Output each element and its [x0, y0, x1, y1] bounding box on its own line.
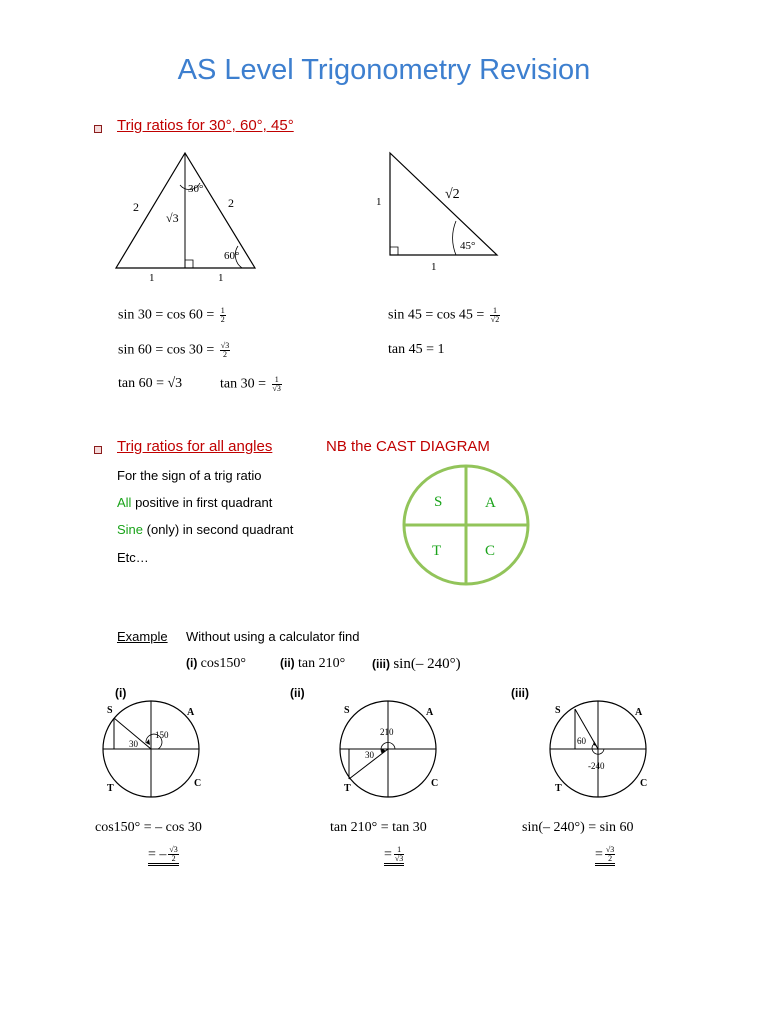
d3-a-label: A	[635, 707, 643, 718]
d2-c-label: C	[431, 778, 439, 789]
cast-diagram-note: NB the CAST DIAGRAM	[326, 438, 490, 455]
answer-3-line-1: sin(– 240°) = sin 60	[522, 820, 634, 835]
d1-a-label: A	[187, 707, 195, 718]
side-vertical-label: 1	[376, 196, 382, 208]
d1-t-label: T	[107, 783, 114, 794]
example-label: Example	[117, 629, 168, 644]
side-left-label: 2	[133, 200, 139, 214]
answer-1-line-1: cos150° = – cos 30	[95, 820, 202, 835]
d1-s-label: S	[107, 705, 113, 716]
answer-2-result: = $\frac{1}{√3}$	[384, 846, 404, 863]
d2-t-label: T	[344, 783, 351, 794]
answer-2-line-1: tan 210° = tan 30	[330, 820, 427, 835]
quadrant-diagram-sin-240	[548, 700, 656, 798]
d2-s-label: S	[344, 705, 350, 716]
sign-rule-text: For the sign of a trig ratio	[117, 468, 262, 483]
cast-c-label: C	[485, 543, 496, 559]
angle-45-label: 45°	[460, 240, 476, 252]
base-right-label: 1	[218, 272, 224, 284]
d1-ref-label: 30	[129, 739, 138, 749]
example-question-1: (i) cos150°	[186, 656, 246, 671]
etc-text: Etc…	[117, 550, 149, 565]
hypotenuse-label: √2	[445, 187, 460, 202]
height-label: √3	[166, 211, 179, 225]
example-instruction: Without using a calculator find	[186, 629, 360, 644]
quadrant-diagram-cos150	[100, 700, 208, 798]
page-title: AS Level Trigonometry Revision	[177, 54, 591, 86]
section-heading-all-angles: Trig ratios for all angles	[117, 438, 273, 455]
answer-1-result: = – $\frac{√3}{2}$	[148, 846, 179, 863]
sine-positive-text: Sine (only) in second quadrant	[117, 522, 294, 537]
angle-bottom-label: 60°	[224, 250, 240, 262]
cast-diagram	[400, 462, 534, 590]
equation-tan30: tan 30 = $\frac{1}{√3}$	[220, 375, 281, 393]
equation-tan60: tan 60 = √3	[118, 376, 183, 391]
base-left-label: 1	[149, 272, 155, 284]
diagram-1-label: (i)	[115, 686, 127, 700]
answer-3-result: = $\frac{√3}{2}$	[595, 846, 615, 863]
d3-c-label: C	[640, 778, 648, 789]
d1-angle-label: 150	[155, 730, 169, 740]
d3-t-label: T	[555, 783, 562, 794]
quadrant-diagram-tan210	[338, 700, 446, 798]
side-right-label: 2	[228, 196, 234, 210]
d2-ref-label: 30	[365, 750, 374, 760]
cast-t-label: T	[432, 543, 442, 559]
d2-a-label: A	[426, 707, 434, 718]
d1-c-label: C	[194, 778, 202, 789]
equation-sin30: sin 30 = cos 60 = $\frac{1}{2}$	[118, 306, 225, 324]
d3-s-label: S	[555, 705, 561, 716]
diagram-2-label: (ii)	[290, 686, 305, 700]
isosceles-right-triangle-diagram	[370, 145, 510, 275]
equation-sin60: sin 60 = cos 30 = $\frac{√3}{2}$	[118, 341, 230, 359]
bullet-icon	[94, 446, 102, 454]
equation-tan45: tan 45 = 1	[388, 342, 445, 357]
all-positive-text: All positive in first quadrant	[117, 495, 273, 510]
side-base-label: 1	[431, 261, 437, 273]
example-question-2: (ii) tan 210°	[280, 656, 346, 671]
d3-ref-label: 60	[577, 736, 586, 746]
diagram-3-label: (iii)	[511, 686, 529, 700]
bullet-icon	[94, 125, 102, 133]
equilateral-triangle-diagram	[100, 145, 270, 285]
section-heading-ratios: Trig ratios for 30°, 60°, 45°	[117, 117, 294, 134]
example-question-3: (iii) sin(– 240°)	[372, 656, 461, 672]
cast-a-label: A	[485, 495, 496, 511]
d2-angle-label: 210	[380, 727, 394, 737]
angle-top-label: 30°	[188, 183, 204, 195]
equation-sin45: sin 45 = cos 45 = $\frac{1}{√2}$	[388, 306, 500, 324]
d3-angle-label: -240	[588, 761, 605, 771]
cast-s-label: S	[434, 494, 443, 510]
